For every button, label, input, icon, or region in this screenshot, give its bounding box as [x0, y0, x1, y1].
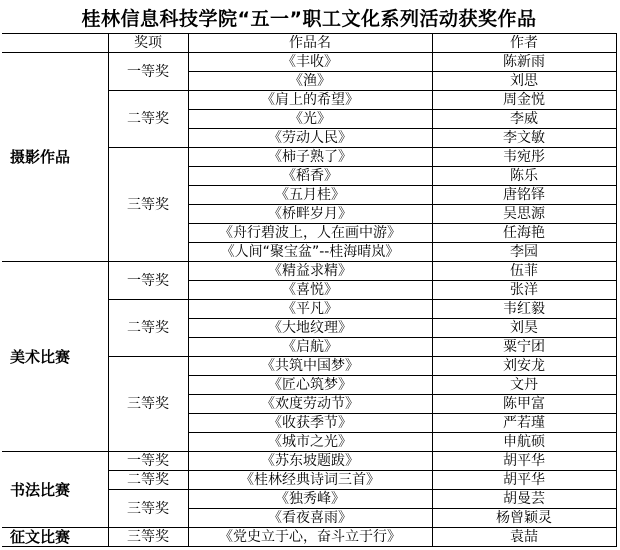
- work-name-cell[interactable]: 《稻香》: [188, 167, 432, 186]
- author-cell[interactable]: 严若瑾: [432, 414, 616, 433]
- author-cell[interactable]: 申航硕: [432, 433, 616, 452]
- header-row: [2, 34, 616, 53]
- work-name-cell[interactable]: 《收获季节》: [188, 414, 432, 433]
- table-row: [2, 262, 616, 281]
- author-cell[interactable]: 韦宛彤: [432, 148, 616, 167]
- author-cell[interactable]: 任海艳: [432, 224, 616, 243]
- work-name-cell[interactable]: 《匠心筑梦》: [188, 376, 432, 395]
- table-row: [2, 452, 616, 471]
- author-cell[interactable]: 袁喆: [432, 528, 616, 547]
- award-cell[interactable]: 一等奖: [108, 53, 188, 91]
- category-cell[interactable]: 摄影作品: [2, 53, 108, 262]
- author-cell[interactable]: 胡平华: [432, 452, 616, 471]
- author-cell[interactable]: 杨曾颖灵: [432, 509, 616, 528]
- table-row: [2, 528, 616, 547]
- author-cell[interactable]: 唐铭铎: [432, 186, 616, 205]
- author-cell[interactable]: 张洋: [432, 281, 616, 300]
- work-name-cell[interactable]: 《精益求精》: [188, 262, 432, 281]
- award-cell[interactable]: 三等奖: [108, 148, 188, 262]
- award-cell[interactable]: 三等奖: [108, 357, 188, 452]
- work-name-cell[interactable]: 《欢度劳动节》: [188, 395, 432, 414]
- author-cell[interactable]: 韦红毅: [432, 300, 616, 319]
- header-work-cell[interactable]: 作品名: [188, 34, 432, 53]
- award-cell[interactable]: 一等奖: [108, 452, 188, 471]
- author-cell[interactable]: 刘思: [432, 72, 616, 91]
- table-row: [2, 53, 616, 72]
- author-cell[interactable]: 李园: [432, 243, 616, 262]
- author-cell[interactable]: 李威: [432, 110, 616, 129]
- author-cell[interactable]: 周金悦: [432, 91, 616, 110]
- work-name-cell[interactable]: 《平凡》: [188, 300, 432, 319]
- title-row: [2, 6, 616, 34]
- author-cell[interactable]: 刘昊: [432, 319, 616, 338]
- award-cell[interactable]: 二等奖: [108, 300, 188, 357]
- awards-table: [2, 6, 617, 547]
- category-cell[interactable]: 美术比赛: [2, 262, 108, 452]
- work-name-cell[interactable]: 《肩上的希望》: [188, 91, 432, 110]
- work-name-cell[interactable]: 《舟行碧波上，人在画中游》: [188, 224, 432, 243]
- author-cell[interactable]: 粟宁团: [432, 338, 616, 357]
- award-cell[interactable]: 三等奖: [108, 528, 188, 547]
- work-name-cell[interactable]: 《党史立于心，奋斗立于行》: [188, 528, 432, 547]
- header-category-cell[interactable]: [2, 34, 108, 53]
- author-cell[interactable]: 李文敏: [432, 129, 616, 148]
- author-cell[interactable]: 胡平华: [432, 471, 616, 490]
- award-cell[interactable]: 一等奖: [108, 262, 188, 300]
- work-name-cell[interactable]: 《丰收》: [188, 53, 432, 72]
- work-name-cell[interactable]: 《独秀峰》: [188, 490, 432, 509]
- category-cell[interactable]: 书法比赛: [2, 452, 108, 528]
- author-cell[interactable]: 陈甲富: [432, 395, 616, 414]
- sheet-title[interactable]: 桂林信息科技学院“五一”职工文化系列活动获奖作品: [2, 6, 616, 34]
- work-name-cell[interactable]: 《大地纹理》: [188, 319, 432, 338]
- category-cell[interactable]: 征文比赛: [2, 528, 108, 547]
- author-cell[interactable]: 陈新雨: [432, 53, 616, 72]
- work-name-cell[interactable]: 《启航》: [188, 338, 432, 357]
- header-author-cell[interactable]: 作者: [432, 34, 616, 53]
- header-award-cell[interactable]: 奖项: [108, 34, 188, 53]
- work-name-cell[interactable]: 《柿子熟了》: [188, 148, 432, 167]
- author-cell[interactable]: 胡曼芸: [432, 490, 616, 509]
- author-cell[interactable]: 陈乐: [432, 167, 616, 186]
- author-cell[interactable]: 刘安龙: [432, 357, 616, 376]
- author-cell[interactable]: 伍菲: [432, 262, 616, 281]
- work-name-cell[interactable]: 《看夜喜雨》: [188, 509, 432, 528]
- work-name-cell[interactable]: 《人间“聚宝盆”--桂海晴岚》: [188, 243, 432, 262]
- awards-table-body: [2, 6, 616, 547]
- work-name-cell[interactable]: 《苏东坡题跋》: [188, 452, 432, 471]
- author-cell[interactable]: 文丹: [432, 376, 616, 395]
- award-cell[interactable]: 三等奖: [108, 490, 188, 528]
- award-cell[interactable]: 二等奖: [108, 471, 188, 490]
- work-name-cell[interactable]: 《渔》: [188, 72, 432, 91]
- work-name-cell[interactable]: 《五月桂》: [188, 186, 432, 205]
- work-name-cell[interactable]: 《光》: [188, 110, 432, 129]
- award-cell[interactable]: 二等奖: [108, 91, 188, 148]
- work-name-cell[interactable]: 《劳动人民》: [188, 129, 432, 148]
- work-name-cell[interactable]: 《共筑中国梦》: [188, 357, 432, 376]
- author-cell[interactable]: 吴思源: [432, 205, 616, 224]
- work-name-cell[interactable]: 《桥畔岁月》: [188, 205, 432, 224]
- work-name-cell[interactable]: 《喜悦》: [188, 281, 432, 300]
- work-name-cell[interactable]: 《桂林经典诗词三首》: [188, 471, 432, 490]
- work-name-cell[interactable]: 《城市之光》: [188, 433, 432, 452]
